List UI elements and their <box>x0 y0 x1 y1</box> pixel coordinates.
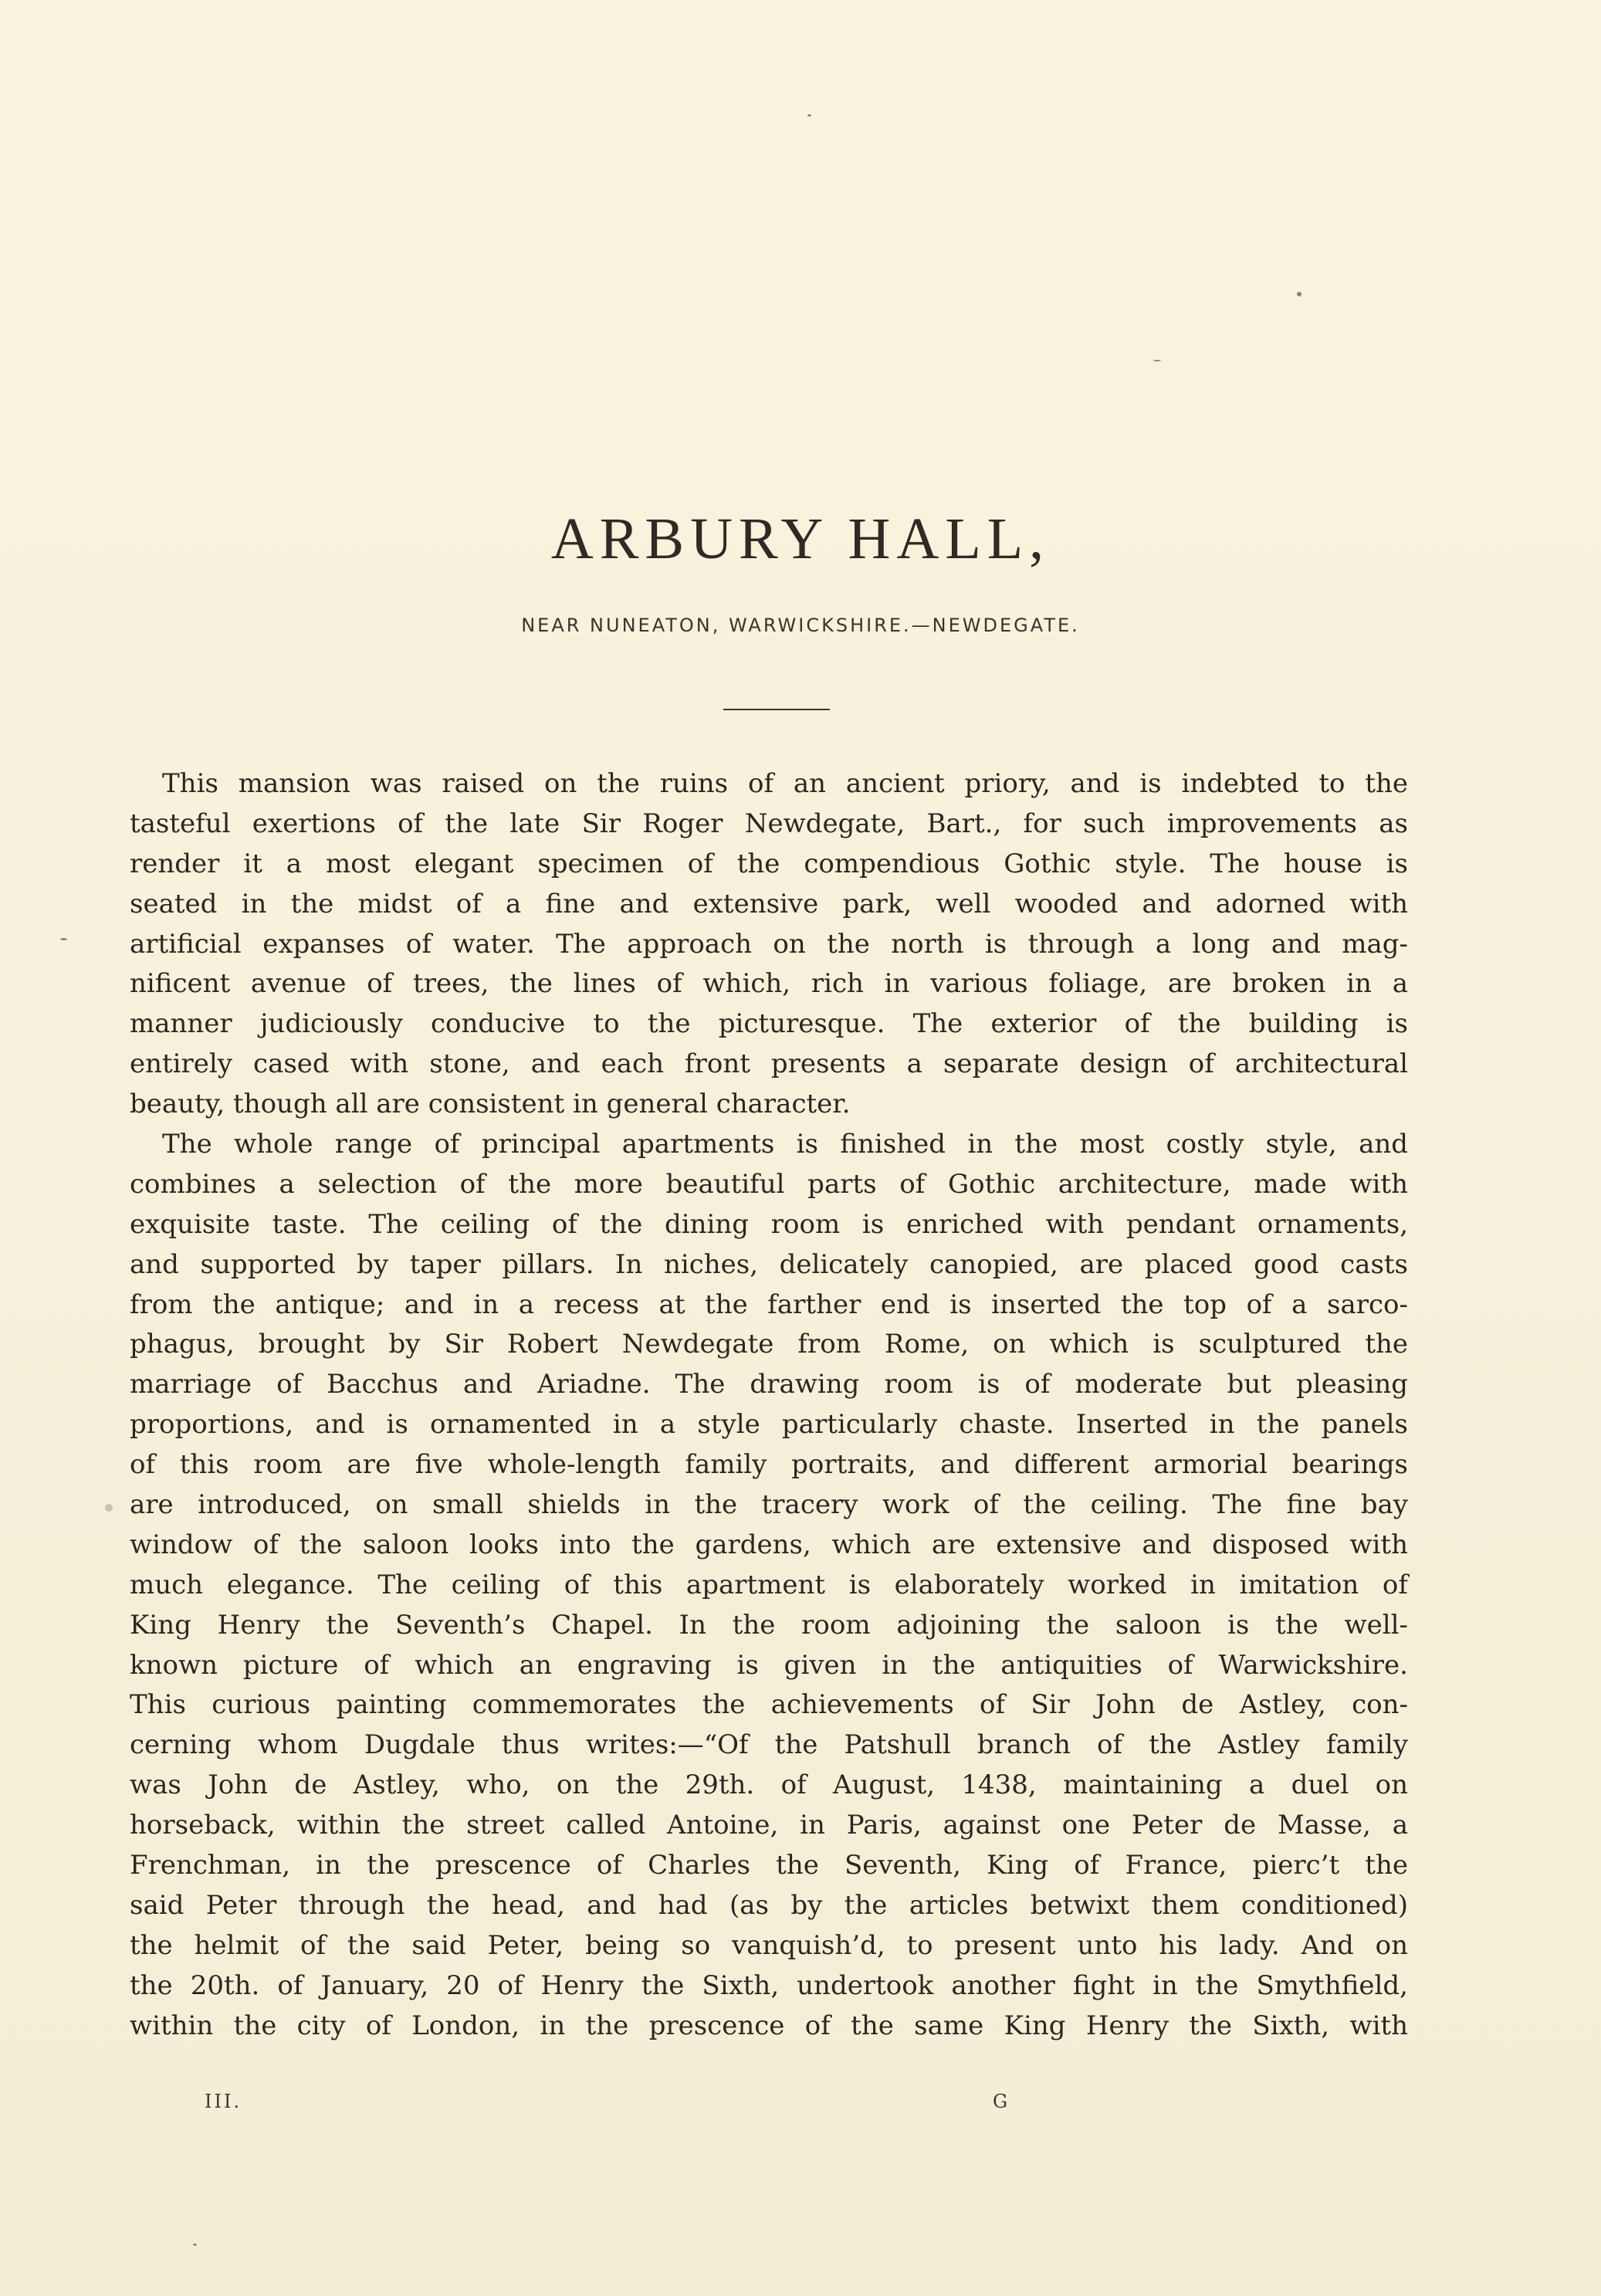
text-line: render it a most elegant specimen of the compendious Gothic style. The house is <box>130 848 1408 879</box>
text-line: nificent avenue of trees, the lines of which, rich in various foliage, are broken in a <box>130 968 1408 1000</box>
volume-number: III. <box>205 2091 242 2112</box>
text-line: are introduced, on small shields in the tracery work of the ceiling. The fine bay <box>130 1489 1408 1521</box>
text-line: of this room are five whole-length family portraits, and different armorial bearings <box>130 1449 1408 1481</box>
page-subtitle: NEAR NUNEATON, WARWICKSHIRE.—NEWDEGATE. <box>521 615 1080 636</box>
body-text <box>130 764 1408 2047</box>
text-line: much elegance. The ceiling of this apartment is elaborately worked in imitation of <box>130 1569 1408 1600</box>
text-line: beauty, though all are consistent in general character. <box>130 1089 851 1120</box>
text-line: King Henry the Seventh’s Chapel. In the room adjoining the saloon is the well- <box>130 1609 1408 1641</box>
paper-speck <box>105 1504 113 1512</box>
text-line: seated in the midst of a fine and extensive park, well wooded and adorned with <box>130 888 1408 919</box>
text-line: cerning whom Dugdale thus writes:—“Of the Patshull branch of the Astley family <box>130 1729 1408 1761</box>
page-title: ARBURY HALL, <box>550 506 1051 571</box>
paper-speck <box>60 938 67 940</box>
text-line: window of the saloon looks into the gardens, which are extensive and disposed with <box>130 1529 1408 1560</box>
paper-speck <box>1297 292 1301 296</box>
text-line: combines a selection of the more beautiful parts of Gothic architecture, made with <box>130 1168 1408 1200</box>
text-line: The whole range of principal apartments is finished in the most costly style, and <box>162 1129 1408 1160</box>
paragraph-2 <box>130 1125 1408 2046</box>
text-line: said Peter through the head, and had (as by the articles betwixt them conditioned) <box>130 1889 1408 1921</box>
text-line: was John de Astley, who, on the 29th. of August, 1438, maintaining a duel on <box>130 1769 1408 1801</box>
text-line: artificial expanses of water. The approach on the north is through a long and mag- <box>130 928 1408 960</box>
paper-speck <box>807 114 811 117</box>
text-line: Frenchman, in the prescence of Charles the Seventh, King of France, pierc’t the <box>130 1850 1408 1881</box>
paper-speck <box>193 2244 197 2246</box>
text-line: the helmit of the said Peter, being so vanquish’d, to present unto his lady. And on <box>130 1929 1408 1961</box>
text-line: This mansion was raised on the ruins of an ancient priory, and is indebted to the <box>162 768 1408 799</box>
text-line: within the city of London, in the prescence of the same King Henry the Sixth, with <box>130 2010 1408 2041</box>
text-line: tasteful exertions of the late Sir Roger Newdegate, Bart., for such improvements as <box>130 808 1408 839</box>
text-line: from the antique; and in a recess at the farther end is inserted the top of a sarco- <box>130 1289 1408 1320</box>
text-line: known picture of which an engraving is given in the antiquities of Warwickshire. <box>130 1649 1408 1681</box>
paper-speck <box>1153 360 1161 361</box>
signature-mark: G <box>993 2091 1008 2112</box>
text-line: and supported by taper pillars. In niches, delicately canopied, are placed good casts <box>130 1248 1408 1280</box>
text-line: horseback, within the street called Antoine, in Paris, against one Peter de Masse, a <box>130 1810 1408 1841</box>
text-line: entirely cased with stone, and each front presents a separate design of architectural <box>130 1048 1408 1080</box>
text-line: manner judiciously conducive to the picturesque. The exterior of the building is <box>130 1008 1408 1040</box>
paragraph-1 <box>130 764 1408 1125</box>
text-line: marriage of Bacchus and Ariadne. The drawing room is of moderate but pleasing <box>130 1369 1408 1400</box>
text-line: the 20th. of January, 20 of Henry the Sixth, undertook another fight in the Smythfield, <box>130 1969 1408 2001</box>
text-line: phagus, brought by Sir Robert Newdegate from Rome, on which is sculptured the <box>130 1329 1408 1360</box>
title-rule <box>723 709 830 710</box>
text-line: This curious painting commemorates the achievements of Sir John de Astley, con- <box>130 1689 1408 1721</box>
text-line: exquisite taste. The ceiling of the dining room is enriched with pendant ornaments, <box>130 1208 1408 1240</box>
text-line: proportions, and is ornamented in a style particularly chaste. Inserted in the panels <box>130 1409 1408 1441</box>
